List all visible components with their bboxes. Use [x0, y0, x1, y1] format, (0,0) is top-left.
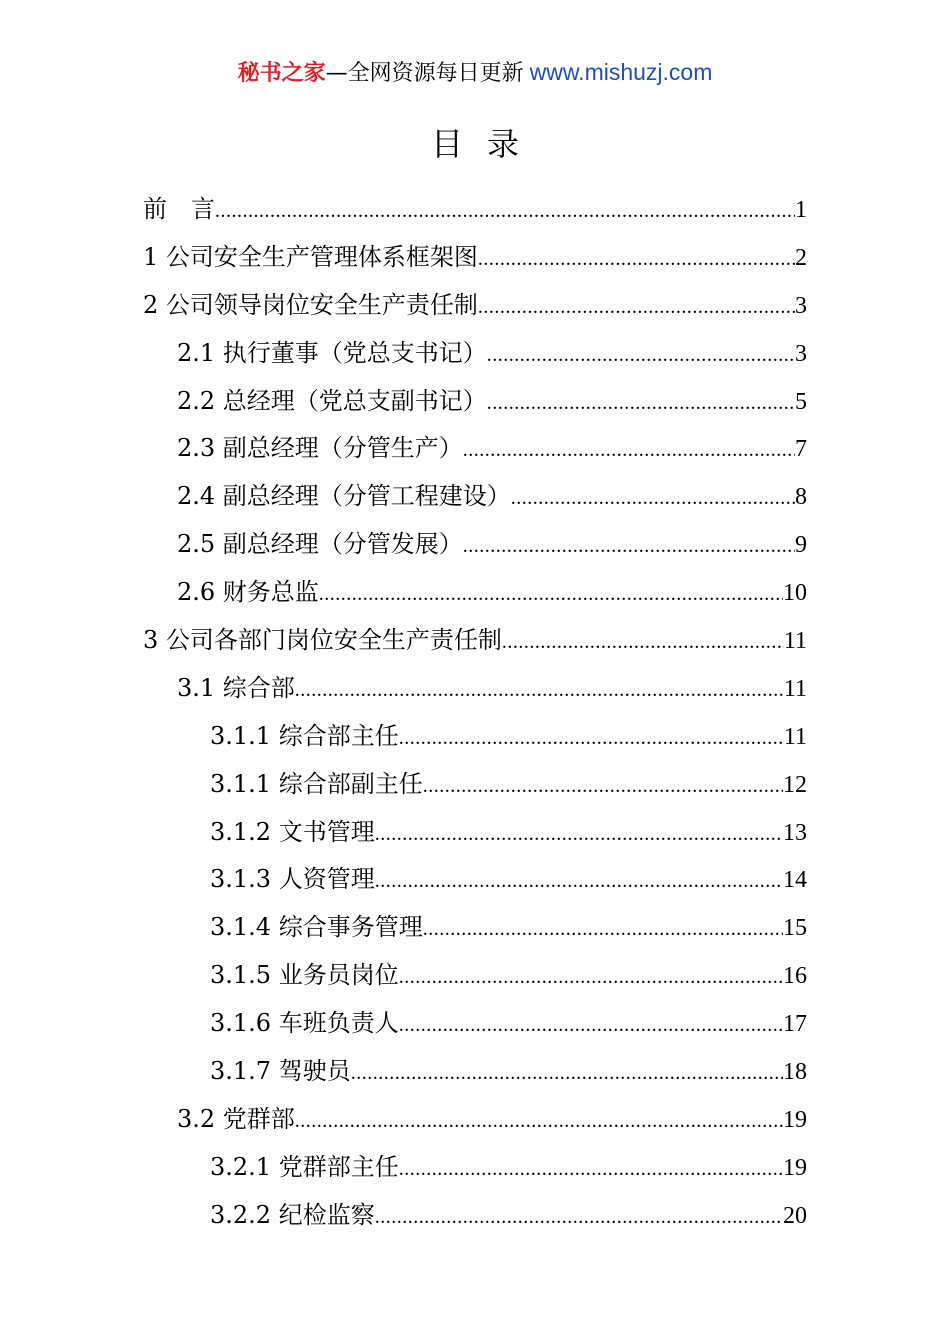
toc-entry[interactable] [0, 713, 950, 761]
toc-dot-leader [423, 906, 783, 954]
toc-dot-leader [375, 811, 783, 859]
toc-entry[interactable] [0, 665, 950, 713]
page-title: 目录 [430, 125, 543, 163]
toc-entry-page-number: 13 [783, 819, 807, 846]
toc-entry[interactable] [0, 809, 950, 857]
toc-entry-label: 3.1.1 综合部副主任 [210, 769, 423, 798]
toc-entry-page-number: 11 [783, 723, 807, 750]
toc-entry[interactable] [0, 521, 950, 569]
toc-entry-page-number: 19 [783, 1154, 807, 1181]
toc-entry[interactable] [0, 1096, 950, 1144]
table-of-contents [0, 186, 950, 1240]
toc-entry-label: 3.2.1 党群部主任 [210, 1152, 399, 1181]
toc-entry-page-number: 14 [783, 867, 807, 894]
toc-dot-leader [463, 427, 795, 475]
toc-dot-leader [478, 236, 795, 284]
toc-entry-label: 3.1.6 车班负责人 [210, 1009, 399, 1038]
toc-entry[interactable] [0, 856, 950, 904]
site-brand: 秘书之家 [237, 61, 326, 86]
toc-entry-page-number: 8 [795, 484, 807, 511]
toc-entry-label: 2.4 副总经理（分管工程建设） [177, 482, 511, 511]
toc-entry-label: 1 公司安全生产管理体系框架图 [143, 242, 478, 271]
toc-entry[interactable] [0, 617, 950, 665]
toc-dot-leader [295, 667, 784, 715]
toc-entry[interactable] [0, 952, 950, 1000]
toc-entry-label: 3 公司各部门岗位安全生产责任制 [143, 626, 502, 655]
toc-entry-label: 3.2.2 纪检监察 [210, 1200, 375, 1229]
toc-dot-leader [423, 763, 783, 811]
toc-entry[interactable] [0, 378, 950, 426]
toc-entry-page-number: 19 [783, 1106, 807, 1133]
toc-entry-label: 2.1 执行董事（党总支书记） [177, 338, 487, 367]
toc-entry-page-number: 11 [783, 675, 807, 702]
toc-entry-page-number: 18 [783, 1059, 807, 1086]
toc-entry[interactable] [0, 234, 950, 282]
toc-entry-label: 2.5 副总经理（分管发展） [177, 530, 463, 559]
toc-entry[interactable] [0, 761, 950, 809]
toc-entry-page-number: 12 [783, 771, 807, 798]
toc-dot-leader [487, 332, 795, 380]
toc-entry[interactable] [0, 282, 950, 330]
toc-entry-page-number: 20 [783, 1202, 807, 1229]
toc-dot-leader [511, 475, 795, 523]
toc-entry-page-number: 3 [795, 340, 807, 367]
toc-entry[interactable] [0, 1000, 950, 1048]
toc-entry-label: 2.3 副总经理（分管生产） [177, 434, 463, 463]
toc-dot-leader [399, 1146, 783, 1194]
toc-dot-leader [463, 523, 795, 571]
toc-entry-label: 3.1.3 人资管理 [210, 865, 375, 894]
toc-entry-page-number: 7 [795, 436, 807, 463]
toc-entry-label: 3.1.4 综合事务管理 [210, 913, 423, 942]
toc-entry[interactable] [0, 569, 950, 617]
toc-entry[interactable] [0, 473, 950, 521]
toc-entry-page-number: 1 [795, 197, 807, 223]
toc-dot-leader [487, 380, 795, 428]
toc-dot-leader [502, 619, 784, 667]
toc-entry[interactable] [0, 425, 950, 473]
toc-dot-leader [319, 571, 783, 619]
toc-dot-leader [399, 954, 783, 1002]
toc-entry-page-number: 3 [795, 292, 807, 319]
toc-entry-label: 前 言 [143, 195, 215, 223]
toc-dot-leader [375, 1194, 783, 1242]
toc-entry-page-number: 5 [795, 388, 807, 415]
toc-entry-page-number: 16 [783, 963, 807, 990]
toc-dot-leader [215, 188, 795, 236]
toc-entry-page-number: 11 [783, 628, 807, 655]
toc-entry[interactable] [0, 1192, 950, 1240]
toc-entry-page-number: 15 [783, 915, 807, 942]
toc-entry-label: 3.1 综合部 [177, 673, 295, 702]
toc-entry-page-number: 17 [783, 1011, 807, 1038]
toc-dot-leader [351, 1050, 783, 1098]
site-header [0, 54, 950, 92]
toc-entry[interactable] [0, 904, 950, 952]
toc-entry-page-number: 2 [795, 244, 807, 271]
toc-dot-leader [295, 1098, 783, 1146]
toc-entry-label: 3.1.1 综合部主任 [210, 721, 399, 750]
toc-entry-label: 2 公司领导岗位安全生产责任制 [143, 290, 478, 319]
toc-dot-leader [478, 284, 795, 332]
site-slogan: —全网资源每日更新 [325, 61, 524, 86]
toc-entry[interactable] [0, 186, 950, 234]
toc-entry[interactable] [0, 330, 950, 378]
site-url-link[interactable]: www.mishuzj.com [529, 59, 713, 85]
toc-entry-label: 3.1.7 驾驶员 [210, 1057, 351, 1086]
toc-entry-label: 3.1.2 文书管理 [210, 817, 375, 846]
toc-entry-page-number: 10 [783, 580, 807, 607]
toc-dot-leader [399, 1002, 783, 1050]
toc-entry-label: 2.6 财务总监 [177, 578, 319, 607]
toc-entry-label: 3.1.5 业务员岗位 [210, 961, 399, 990]
toc-entry[interactable] [0, 1048, 950, 1096]
toc-entry-label: 2.2 总经理（党总支副书记） [177, 386, 487, 415]
toc-dot-leader [399, 715, 784, 763]
toc-entry[interactable] [0, 1144, 950, 1192]
toc-entry-label: 3.2 党群部 [177, 1104, 295, 1133]
toc-dot-leader [375, 858, 783, 906]
toc-entry-page-number: 9 [795, 532, 807, 559]
